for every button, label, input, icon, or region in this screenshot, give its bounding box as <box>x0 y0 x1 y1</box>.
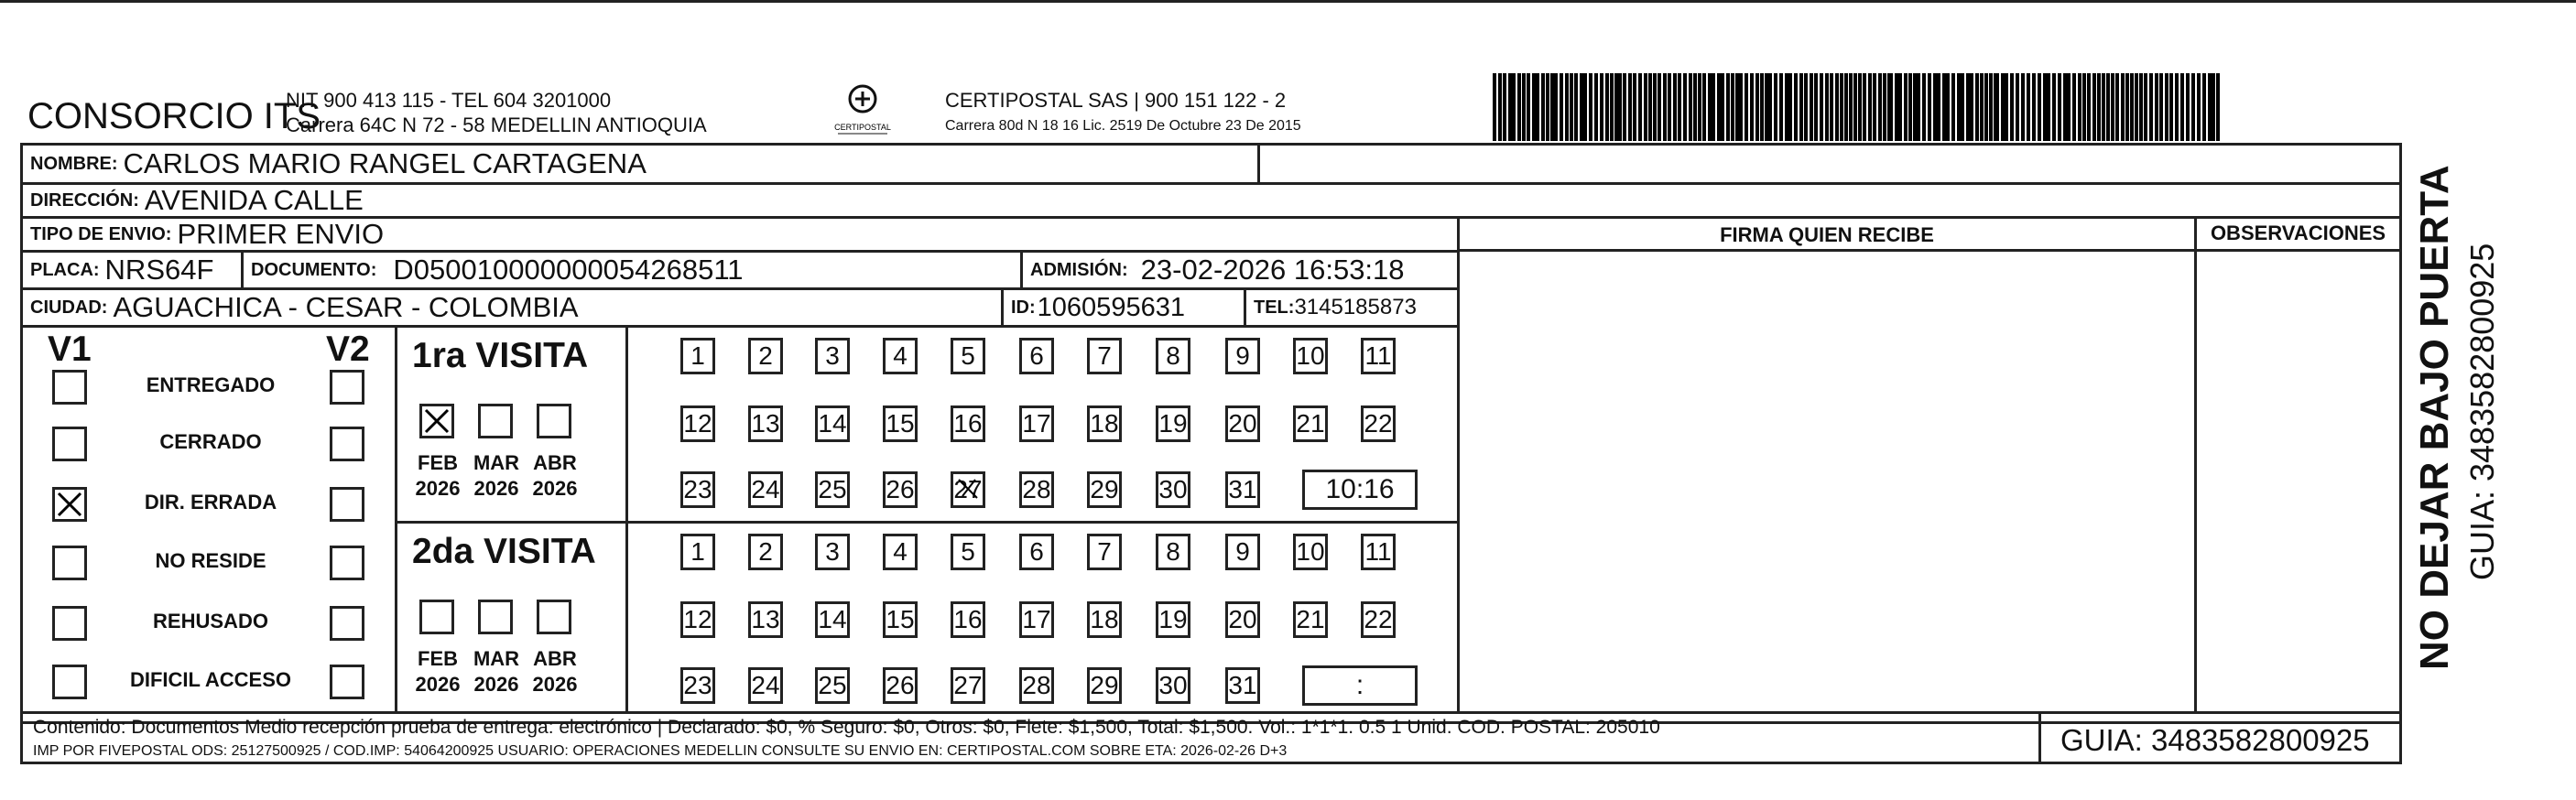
observaciones-divider <box>2194 249 2402 252</box>
month-label: MAR <box>473 647 520 670</box>
month-year: 2026 <box>415 477 461 500</box>
day-box[interactable] <box>1087 405 1122 442</box>
barcode <box>1493 73 2221 141</box>
day-box[interactable] <box>951 601 985 638</box>
day-box[interactable] <box>680 667 715 704</box>
status-v2-checkbox[interactable] <box>330 665 364 699</box>
day-number: 22 <box>1364 605 1393 633</box>
day-box[interactable] <box>1293 338 1328 374</box>
day-box[interactable] <box>815 534 850 570</box>
day-box[interactable] <box>1156 534 1190 570</box>
day-number: 28 <box>1022 475 1051 503</box>
day-number: 2 <box>758 537 773 566</box>
month-label: FEB <box>418 647 458 670</box>
month-label: FEB <box>418 451 458 474</box>
day-box[interactable] <box>815 338 850 374</box>
day-box[interactable] <box>1225 667 1260 704</box>
status-v2-checkbox[interactable] <box>330 370 364 405</box>
x-mark-icon <box>424 408 450 434</box>
footer-divider <box>2038 711 2041 764</box>
day-number: 26 <box>886 671 915 699</box>
day-box[interactable] <box>680 601 715 638</box>
day-number: 8 <box>1166 537 1180 566</box>
v1-header: V1 <box>48 330 92 369</box>
status-v1-checkbox[interactable] <box>52 427 87 461</box>
day-number: 15 <box>886 605 915 633</box>
day-number: 20 <box>1228 409 1257 438</box>
day-number: 13 <box>751 409 780 438</box>
status-label: REHUSADO <box>153 610 268 632</box>
tel-value: 3145185873 <box>1294 295 1417 319</box>
day-number: 30 <box>1158 671 1188 699</box>
day-box[interactable] <box>1087 667 1122 704</box>
day-number: 15 <box>886 409 915 438</box>
admision-label: ADMISIÓN: <box>1030 259 1128 280</box>
day-box[interactable] <box>1019 338 1054 374</box>
status-label: NO RESIDE <box>155 549 266 572</box>
day-box[interactable] <box>1361 338 1396 374</box>
day-box[interactable] <box>883 534 918 570</box>
tipo-value: PRIMER ENVIO <box>177 218 385 250</box>
month-checkbox[interactable] <box>419 404 454 438</box>
day-box[interactable] <box>1293 601 1328 638</box>
day-number: 29 <box>1090 671 1119 699</box>
placa-cell <box>20 250 244 290</box>
admision-cell <box>1020 250 1460 290</box>
day-box[interactable] <box>951 405 985 442</box>
day-number: 21 <box>1296 605 1325 633</box>
ciudad-cell <box>20 287 1004 328</box>
firma-label: FIRMA QUIEN RECIBE <box>1720 223 1934 246</box>
check-mark-icon <box>955 476 981 502</box>
day-box[interactable] <box>680 338 715 374</box>
day-number: 17 <box>1022 605 1051 633</box>
month-year: 2026 <box>473 673 519 696</box>
month-year: 2026 <box>473 477 519 500</box>
month-checkbox[interactable] <box>537 404 571 438</box>
side-warning: NO DEJAR BAJO PUERTA <box>2412 165 2457 670</box>
month-label: ABR <box>533 451 577 474</box>
day-number: 7 <box>1097 537 1112 566</box>
day-number: 12 <box>683 409 712 438</box>
visit-time[interactable]: : <box>1302 665 1418 706</box>
certi-line-1: CERTIPOSTAL SAS | 900 151 122 - 2 <box>945 89 1287 112</box>
nombre-label: NOMBRE: <box>30 153 118 174</box>
footer-line-2: IMP POR FIVEPOSTAL ODS: 25127500925 / COD.IMP: 54064200925 USUARIO: OPERACIONES MEDELLIN CONSULTE SU ENVIO EN: CERTIPOSTAL.COM SOBRE ETA: 2026-02-26 D+3 <box>33 743 1288 759</box>
day-box[interactable] <box>815 405 850 442</box>
day-number: 14 <box>818 409 847 438</box>
tel-cell <box>1244 287 1460 328</box>
day-box[interactable] <box>883 338 918 374</box>
certipostal-logo-icon <box>829 82 897 137</box>
day-box[interactable] <box>748 405 783 442</box>
month-year: 2026 <box>532 673 578 696</box>
tipo-label: TIPO DE ENVIO: <box>30 223 172 244</box>
day-number: 5 <box>961 341 975 370</box>
month-checkbox[interactable] <box>478 404 513 438</box>
day-number: 9 <box>1235 537 1250 566</box>
day-box[interactable] <box>1156 667 1190 704</box>
day-box[interactable] <box>1293 405 1328 442</box>
observaciones-label: OBSERVACIONES <box>2210 222 2386 244</box>
id-cell <box>1001 287 1246 328</box>
day-number: 19 <box>1158 605 1188 633</box>
day-box[interactable] <box>815 471 850 508</box>
day-number: 13 <box>751 605 780 633</box>
day-number: 28 <box>1022 671 1051 699</box>
month-checkbox[interactable] <box>537 600 571 634</box>
month-label: MAR <box>473 451 520 474</box>
status-v1-checkbox[interactable] <box>52 546 87 580</box>
status-v2-checkbox[interactable] <box>330 487 364 522</box>
day-box[interactable] <box>1225 601 1260 638</box>
status-v2-checkbox[interactable] <box>330 427 364 461</box>
company-info <box>286 88 707 137</box>
ciudad-label: CIUDAD: <box>30 297 108 318</box>
footer-line-1: Contenido: Documentos Medio recepción prueba de entrega: electrónico | Declarado: $0, % Seguro: $0, Otros: $0, Flete: $1,500, Total: $1,500. Vol.: 1*1*1. 0.5 1 Unid. COD. POSTAL: 205010 <box>33 717 1660 738</box>
day-box[interactable] <box>1087 534 1122 570</box>
month-label: ABR <box>533 647 577 670</box>
day-box[interactable] <box>1087 601 1122 638</box>
day-number: 17 <box>1022 409 1051 438</box>
day-box[interactable] <box>815 667 850 704</box>
barcode-gap <box>2220 73 2221 141</box>
day-number: 10 <box>1296 537 1325 566</box>
day-box[interactable] <box>680 471 715 508</box>
direccion-label: DIRECCIÓN: <box>30 189 139 211</box>
nombre-value: CARLOS MARIO RANGEL CARTAGENA <box>123 147 647 179</box>
day-number: 5 <box>961 537 975 566</box>
day-box[interactable] <box>951 667 985 704</box>
certi-line-2: Carrera 80d N 18 16 Lic. 2519 De Octubre 23 De 2015 <box>945 118 1301 134</box>
month-checkbox[interactable] <box>478 600 513 634</box>
day-number: 3 <box>825 341 840 370</box>
day-box[interactable] <box>1361 534 1396 570</box>
day-box[interactable] <box>680 534 715 570</box>
day-number: 20 <box>1228 605 1257 633</box>
status-v1-checkbox[interactable] <box>52 665 87 699</box>
direccion-value: AVENIDA CALLE <box>144 184 364 216</box>
day-box[interactable] <box>1156 601 1190 638</box>
day-box[interactable] <box>748 534 783 570</box>
day-box[interactable] <box>951 471 985 508</box>
day-number: 8 <box>1166 341 1180 370</box>
side-guia: GUIA: 3483582800925 <box>2463 243 2501 581</box>
day-number: 16 <box>953 409 983 438</box>
day-box[interactable] <box>1019 601 1054 638</box>
id-label: ID: <box>1011 297 1036 318</box>
day-box[interactable] <box>951 534 985 570</box>
admision-value: 23-02-2026 16:53:18 <box>1140 254 1405 286</box>
month-checkbox[interactable] <box>419 600 454 634</box>
day-box[interactable] <box>748 667 783 704</box>
direccion-row <box>20 182 2402 219</box>
x-mark-icon <box>57 492 82 517</box>
day-number: 25 <box>818 475 847 503</box>
day-number: 11 <box>1364 537 1392 566</box>
day-box[interactable] <box>883 471 918 508</box>
day-number: 6 <box>1029 341 1044 370</box>
day-box[interactable] <box>883 667 918 704</box>
day-number: 4 <box>893 537 908 566</box>
day-box[interactable] <box>1019 471 1054 508</box>
day-number: 26 <box>886 475 915 503</box>
day-box[interactable] <box>1361 601 1396 638</box>
observaciones-box[interactable] <box>2194 216 2402 714</box>
day-number: 31 <box>1228 671 1257 699</box>
day-number: 27 <box>953 475 983 503</box>
day-box[interactable] <box>1087 471 1122 508</box>
status-v1-checkbox[interactable] <box>52 370 87 405</box>
day-number: 12 <box>683 605 712 633</box>
footer-guia: GUIA: 3483582800925 <box>2060 723 2370 757</box>
placa-value: NRS64F <box>104 254 214 286</box>
day-number: 1 <box>690 341 705 370</box>
day-box[interactable] <box>1225 534 1260 570</box>
status-label: DIR. ERRADA <box>144 491 277 514</box>
status-label: DIFICIL ACCESO <box>129 668 291 691</box>
visit-time[interactable]: 10:16 <box>1302 470 1418 510</box>
day-box[interactable] <box>951 338 985 374</box>
day-number: 23 <box>683 475 712 503</box>
certipostal-info <box>945 88 1301 139</box>
status-v2-checkbox[interactable] <box>330 606 364 641</box>
day-number: 10 <box>1296 341 1325 370</box>
status-label: ENTREGADO <box>146 373 276 396</box>
day-number: 30 <box>1158 475 1188 503</box>
day-number: 2 <box>758 341 773 370</box>
day-number: 7 <box>1097 341 1112 370</box>
day-box[interactable] <box>815 601 850 638</box>
day-number: 23 <box>683 671 712 699</box>
day-box[interactable] <box>1019 405 1054 442</box>
day-number: 9 <box>1235 341 1250 370</box>
address-line: Carrera 64C N 72 - 58 MEDELLIN ANTIOQUIA <box>286 114 707 136</box>
day-box[interactable] <box>748 338 783 374</box>
day-box[interactable] <box>680 405 715 442</box>
day-number: 24 <box>751 671 780 699</box>
logo-text: CERTIPOSTAL <box>834 123 891 132</box>
day-number: 11 <box>1364 341 1392 370</box>
certipostal-logo <box>829 82 897 137</box>
day-number: 29 <box>1090 475 1119 503</box>
documento-value: D050010000000054268511 <box>393 254 744 286</box>
month-year: 2026 <box>415 673 461 696</box>
day-box[interactable] <box>1225 471 1260 508</box>
placa-label: PLACA: <box>30 259 100 280</box>
documento-cell <box>241 250 1023 290</box>
day-box[interactable] <box>1019 534 1054 570</box>
visit-title: 1ra VISITA <box>412 336 589 375</box>
tipo-row <box>20 216 1460 253</box>
month-year: 2026 <box>532 477 578 500</box>
day-box[interactable] <box>1156 471 1190 508</box>
firma-box[interactable] <box>1457 216 2197 714</box>
day-number: 14 <box>818 605 847 633</box>
day-number: 6 <box>1029 537 1044 566</box>
day-number: 18 <box>1090 409 1119 438</box>
day-number: 22 <box>1364 409 1393 438</box>
day-box[interactable] <box>1019 667 1054 704</box>
day-number: 31 <box>1228 475 1257 503</box>
status-v2-checkbox[interactable] <box>330 546 364 580</box>
day-box[interactable] <box>1361 405 1396 442</box>
company-name: CONSORCIO ITS <box>27 96 321 136</box>
v2-header: V2 <box>326 330 370 369</box>
day-number: 16 <box>953 605 983 633</box>
day-number: 21 <box>1296 409 1325 438</box>
day-number: 19 <box>1158 409 1188 438</box>
status-v1-checkbox[interactable] <box>52 606 87 641</box>
day-box[interactable] <box>1293 534 1328 570</box>
day-box[interactable] <box>748 471 783 508</box>
day-number: 25 <box>818 671 847 699</box>
day-box[interactable] <box>1087 338 1122 374</box>
id-value: 1060595631 <box>1037 292 1185 322</box>
day-box[interactable] <box>1225 338 1260 374</box>
day-number: 4 <box>893 341 908 370</box>
day-box[interactable] <box>1156 338 1190 374</box>
tel-label: TEL: <box>1254 297 1295 318</box>
day-number: 24 <box>751 475 780 503</box>
day-box[interactable] <box>883 405 918 442</box>
visit-divider <box>625 325 628 714</box>
day-box[interactable] <box>883 601 918 638</box>
ciudad-value: AGUACHICA - CESAR - COLOMBIA <box>113 291 579 323</box>
visit-title: 2da VISITA <box>412 532 596 571</box>
firma-divider <box>1457 249 2197 252</box>
nombre-row <box>20 143 1260 185</box>
nit-line: NIT 900 413 115 - TEL 604 3201000 <box>286 89 612 112</box>
status-v1-checkbox[interactable] <box>52 487 87 522</box>
day-number: 18 <box>1090 605 1119 633</box>
day-number: 3 <box>825 537 840 566</box>
day-number: 27 <box>953 671 983 699</box>
documento-label: DOCUMENTO: <box>251 259 377 280</box>
top-rule <box>0 0 2576 3</box>
day-box[interactable] <box>1156 405 1190 442</box>
status-label: CERRADO <box>159 430 262 453</box>
day-box[interactable] <box>748 601 783 638</box>
day-number: 1 <box>690 537 705 566</box>
day-box[interactable] <box>1225 405 1260 442</box>
